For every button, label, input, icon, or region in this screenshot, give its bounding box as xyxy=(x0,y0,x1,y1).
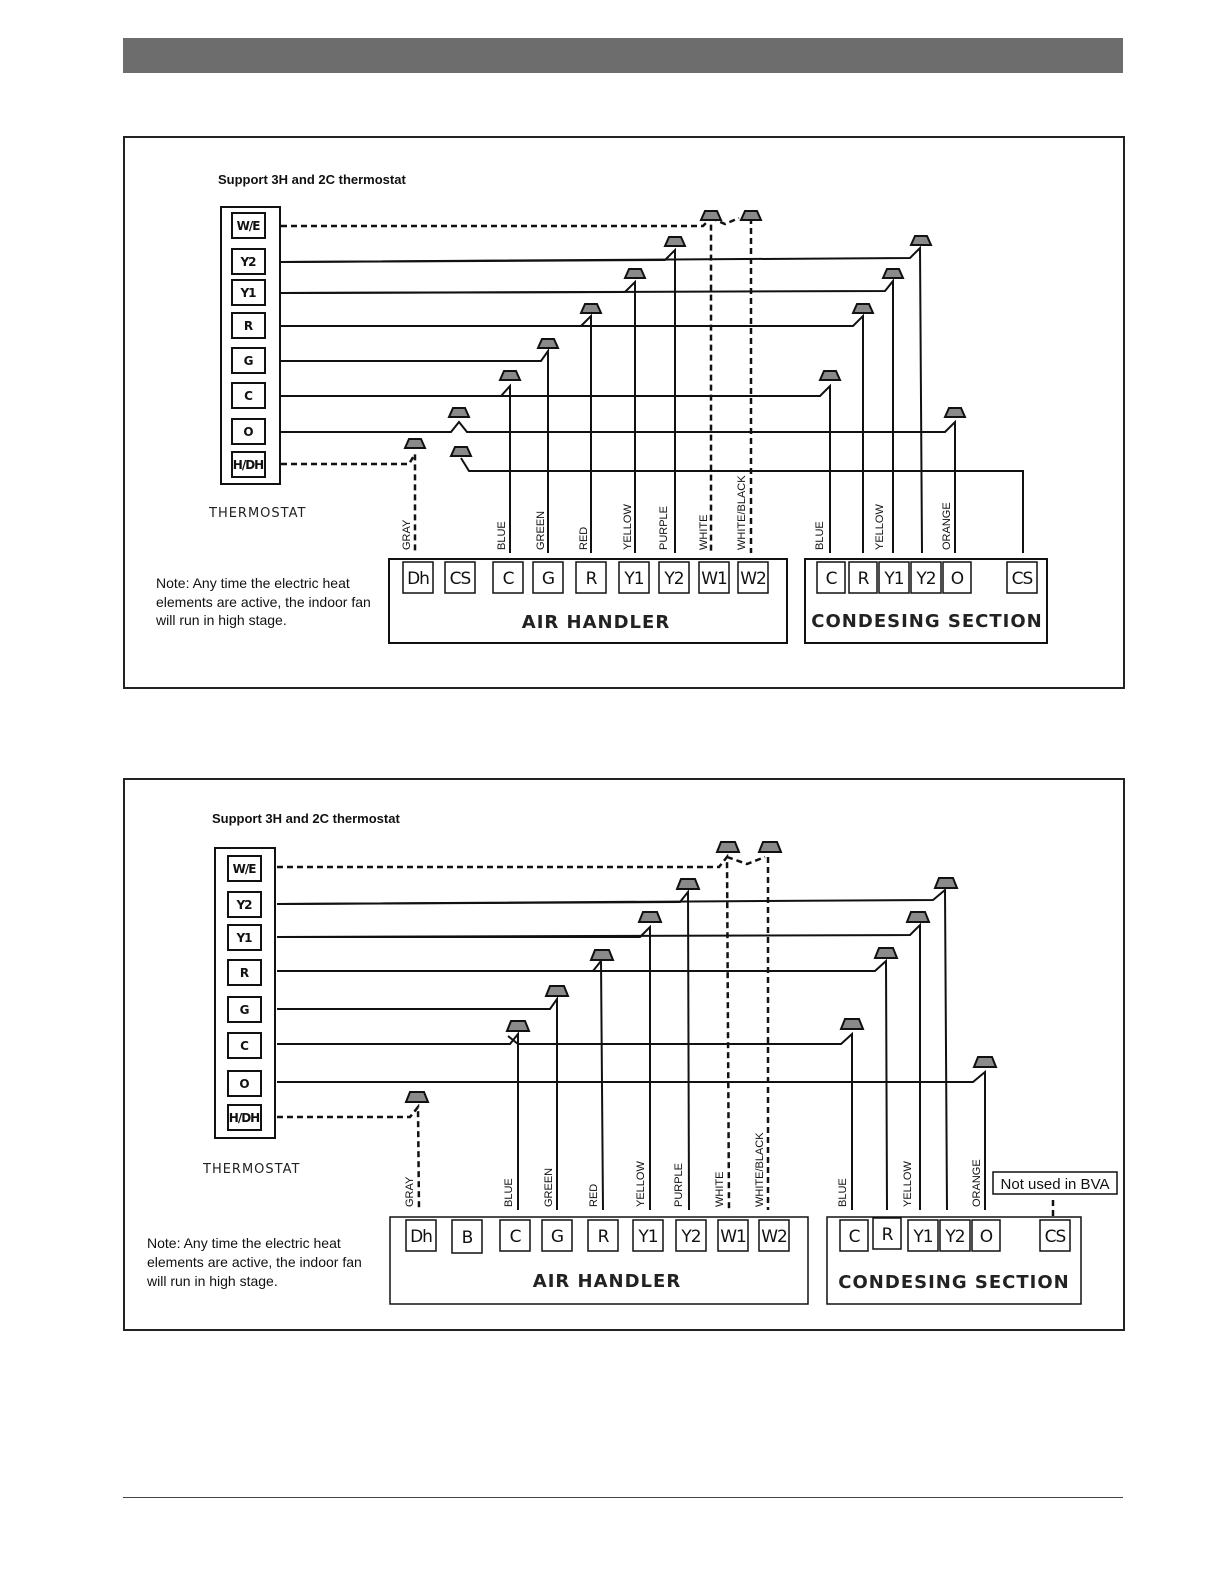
wire-label-white: WHITE xyxy=(698,514,710,550)
svg-text:C: C xyxy=(848,1227,860,1247)
thermostat-terminal-we xyxy=(232,213,265,238)
thermostat-label: THERMOSTAT xyxy=(209,506,307,521)
condenser-terminal-o xyxy=(972,1220,1000,1251)
svg-text:Y1: Y1 xyxy=(884,569,904,589)
wire-nut-r-condenser xyxy=(875,948,897,958)
air-handler-terminal-c xyxy=(493,562,523,593)
svg-text:G: G xyxy=(541,569,555,589)
wire-label-gray: GRAY xyxy=(401,519,413,550)
wire-color-labels xyxy=(404,1132,983,1207)
svg-text:Y2: Y2 xyxy=(945,1227,965,1247)
svg-text:will run in high stage.: will run in high stage. xyxy=(156,612,287,628)
wire-nut-hdh xyxy=(406,1092,428,1102)
wire-label-white-black: WHITE/BLACK xyxy=(736,475,748,550)
wire-nut-o-jumper xyxy=(449,408,469,417)
air-handler-terminal-cs xyxy=(445,562,475,593)
condenser-terminal-y2 xyxy=(940,1220,970,1251)
wire-runs xyxy=(281,218,1023,553)
wire-nut-we-w2 xyxy=(741,211,761,220)
wire-nut-c-airhandler xyxy=(507,1021,529,1031)
condenser-terminal-r xyxy=(849,562,877,593)
condenser-terminal-o xyxy=(943,562,971,593)
thermostat-terminal-o xyxy=(228,1071,261,1096)
wire-nut-c-condenser xyxy=(820,371,840,380)
condenser-terminal-y2 xyxy=(911,562,941,593)
condenser-terminal-c xyxy=(840,1220,868,1251)
wire-nut-y1-condenser xyxy=(883,269,903,278)
svg-text:C: C xyxy=(240,1039,248,1053)
svg-text:Y1: Y1 xyxy=(913,1227,933,1247)
wire-label-green: GREEN xyxy=(535,510,547,550)
note-text xyxy=(155,575,371,628)
thermostat-terminal-c xyxy=(232,383,265,408)
wire-nut-c-condenser xyxy=(841,1019,863,1029)
wire-nut-y2-airhandler xyxy=(677,879,699,889)
wire-nut-g xyxy=(538,339,558,348)
svg-text:G: G xyxy=(550,1227,564,1247)
air-handler-terminal-g xyxy=(542,1220,572,1251)
air-handler-terminal-w1 xyxy=(718,1220,748,1251)
wire-nut-we-w1 xyxy=(701,211,721,220)
svg-text:R: R xyxy=(243,319,253,333)
svg-text:C: C xyxy=(502,569,514,589)
svg-text:Note: Any time the electric he: Note: Any time the electric heat xyxy=(147,1235,341,1251)
svg-text:Y2: Y2 xyxy=(916,569,936,589)
thermostat-terminal-hdh xyxy=(228,1105,261,1130)
svg-text:R: R xyxy=(597,1227,609,1247)
wire-nut-we-w2 xyxy=(759,842,781,852)
air-handler-terminal-y1 xyxy=(619,562,649,593)
thermostat-terminal-we xyxy=(228,856,261,881)
svg-text:G: G xyxy=(239,1003,249,1017)
svg-text:C: C xyxy=(825,569,837,589)
svg-text:CS: CS xyxy=(1011,569,1033,589)
wire-nut-y2-condenser xyxy=(935,878,957,888)
svg-text:H/DH: H/DH xyxy=(228,1111,260,1125)
wire-nut-cs xyxy=(451,447,471,456)
diagram-title: Support 3H and 2C thermostat xyxy=(218,172,406,187)
wire-runs xyxy=(277,857,1053,1217)
wire-label-white: WHITE xyxy=(714,1171,726,1207)
air-handler-terminal-y1 xyxy=(633,1220,663,1251)
svg-text:Dh: Dh xyxy=(407,569,429,589)
wire-label-purple: PURPLE xyxy=(658,505,670,550)
wiring-diagram-1-svg xyxy=(125,138,1123,687)
svg-text:R: R xyxy=(239,966,249,980)
svg-text:W1: W1 xyxy=(701,569,727,589)
thermostat-label: THERMOSTAT xyxy=(203,1162,301,1177)
svg-text:R: R xyxy=(881,1225,893,1245)
thermostat-terminal-y2 xyxy=(232,249,265,274)
thermostat-terminal-y1 xyxy=(232,280,265,305)
thermostat-terminal-c xyxy=(228,1033,261,1058)
svg-text:O: O xyxy=(950,569,964,589)
air-handler-terminal-w2 xyxy=(759,1220,789,1251)
thermostat-terminal-g xyxy=(228,997,261,1022)
condensing-section-label: CONDESING SECTION xyxy=(838,1272,1070,1293)
svg-text:Y2: Y2 xyxy=(664,569,684,589)
condenser-terminal-cs xyxy=(1007,562,1037,593)
wire-label-gray: GRAY xyxy=(404,1176,416,1207)
svg-text:W/E: W/E xyxy=(236,219,260,233)
wiring-diagram-1 xyxy=(123,136,1125,689)
thermostat-terminal-y2 xyxy=(228,892,261,917)
svg-text:R: R xyxy=(857,569,869,589)
svg-text:O: O xyxy=(239,1077,249,1091)
air-handler-terminal-r xyxy=(576,562,606,593)
wire-nut-y2-airhandler xyxy=(665,237,685,246)
air-handler-terminal-w1 xyxy=(699,562,729,593)
svg-text:W2: W2 xyxy=(761,1227,787,1247)
air-handler-terminal-dh xyxy=(406,1220,436,1251)
svg-text:W1: W1 xyxy=(720,1227,746,1247)
svg-text:Y1: Y1 xyxy=(240,286,256,300)
svg-text:Y2: Y2 xyxy=(240,255,256,269)
svg-text:Y1: Y1 xyxy=(236,931,252,945)
wire-label-blue: BLUE xyxy=(503,1178,515,1207)
svg-text:Dh: Dh xyxy=(410,1227,432,1247)
wire-nut-we-w1 xyxy=(717,842,739,852)
svg-text:CS: CS xyxy=(1044,1227,1066,1247)
wire-label-purple: PURPLE xyxy=(673,1162,685,1207)
svg-text:R: R xyxy=(585,569,597,589)
svg-text:G: G xyxy=(243,354,253,368)
air-handler-terminal-b xyxy=(452,1220,482,1253)
wire-nut-o-condenser xyxy=(974,1057,996,1067)
air-handler-label: AIR HANDLER xyxy=(532,1271,682,1292)
svg-text:will run in high stage.: will run in high stage. xyxy=(147,1273,278,1289)
not-used-callout xyxy=(993,1172,1117,1194)
wire-nut-g xyxy=(546,986,568,996)
wire-nut-c-airhandler xyxy=(500,371,520,380)
wire-nut-o-condenser xyxy=(945,408,965,417)
wire-label-cond-blue: BLUE xyxy=(814,521,826,550)
condenser-terminal-y1 xyxy=(908,1220,938,1251)
wire-nut-r-condenser xyxy=(853,304,873,313)
svg-text:W/E: W/E xyxy=(232,862,256,876)
air-handler-terminal-c xyxy=(500,1220,530,1251)
wiring-diagram-2-svg xyxy=(125,780,1123,1329)
thermostat-terminal-r xyxy=(232,313,265,338)
air-handler-terminal-w2 xyxy=(738,562,768,593)
note-text xyxy=(146,1235,362,1289)
air-handler-terminal-y2 xyxy=(676,1220,706,1251)
air-handler-terminal-r xyxy=(588,1220,618,1251)
thermostat-terminal-r xyxy=(228,960,261,985)
svg-text:Y1: Y1 xyxy=(624,569,644,589)
wire-label-green: GREEN xyxy=(543,1167,555,1207)
wire-label-cond-yellow: YELLOW xyxy=(902,1161,914,1207)
page-header-bar xyxy=(123,38,1123,73)
svg-text:Y2: Y2 xyxy=(681,1227,701,1247)
svg-text:C: C xyxy=(509,1227,521,1247)
wire-label-cond-orange: ORANGE xyxy=(971,1159,983,1207)
condenser-terminal-cs xyxy=(1040,1220,1070,1251)
diagram-title: Support 3H and 2C thermostat xyxy=(212,811,400,826)
condenser-terminal-r xyxy=(873,1218,901,1249)
wire-label-red: RED xyxy=(588,1183,600,1207)
page-footer-rule xyxy=(123,1497,1123,1498)
wire-nut-y2-condenser xyxy=(911,236,931,245)
air-handler-terminal-dh xyxy=(403,562,433,593)
wire-label-white-black: WHITE/BLACK xyxy=(754,1132,766,1207)
svg-text:O: O xyxy=(243,425,253,439)
air-handler-terminal-y2 xyxy=(659,562,689,593)
air-handler-label: AIR HANDLER xyxy=(521,612,671,633)
wire-label-yellow: YELLOW xyxy=(635,1161,647,1207)
svg-text:Y2: Y2 xyxy=(236,898,252,912)
condenser-terminal-y1 xyxy=(879,562,909,593)
thermostat-terminal-o xyxy=(232,419,265,444)
wire-nut-y1-condenser xyxy=(907,912,929,922)
svg-text:H/DH: H/DH xyxy=(232,458,264,472)
condenser-terminal-c xyxy=(817,562,845,593)
air-handler-terminal-g xyxy=(533,562,563,593)
wire-nut-y1-airhandler xyxy=(625,269,645,278)
thermostat-terminal-y1 xyxy=(228,925,261,950)
wiring-diagram-2 xyxy=(123,778,1125,1331)
condensing-section-label: CONDESING SECTION xyxy=(811,611,1043,632)
svg-text:Note: Any time the electric he: Note: Any time the electric heat xyxy=(156,575,350,591)
wire-label-blue: BLUE xyxy=(496,521,508,550)
wire-nut-y1-airhandler xyxy=(639,912,661,922)
wire-color-labels xyxy=(401,475,953,550)
wire-label-cond-orange: ORANGE xyxy=(941,502,953,550)
wire-label-cond-yellow: YELLOW xyxy=(874,504,886,550)
svg-text:O: O xyxy=(979,1227,993,1247)
thermostat-terminal-hdh xyxy=(232,452,265,477)
svg-text:CS: CS xyxy=(449,569,471,589)
wire-label-red: RED xyxy=(578,526,590,550)
svg-text:elements are active, the indoo: elements are active, the indoor fan xyxy=(156,594,371,610)
svg-text:C: C xyxy=(244,389,252,403)
svg-text:elements are active, the indoo: elements are active, the indoor fan xyxy=(147,1254,362,1270)
svg-text:Not used in BVA: Not used in BVA xyxy=(1000,1176,1110,1193)
wire-nut-r-airhandler xyxy=(591,950,613,960)
thermostat-terminal-g xyxy=(232,348,265,373)
svg-text:W2: W2 xyxy=(740,569,766,589)
wire-label-yellow: YELLOW xyxy=(622,504,634,550)
svg-text:B: B xyxy=(461,1228,473,1248)
svg-text:Y1: Y1 xyxy=(638,1227,658,1247)
wire-label-cond-blue: BLUE xyxy=(837,1178,849,1207)
wire-nut-r-airhandler xyxy=(581,304,601,313)
wire-nut-hdh xyxy=(405,439,425,448)
